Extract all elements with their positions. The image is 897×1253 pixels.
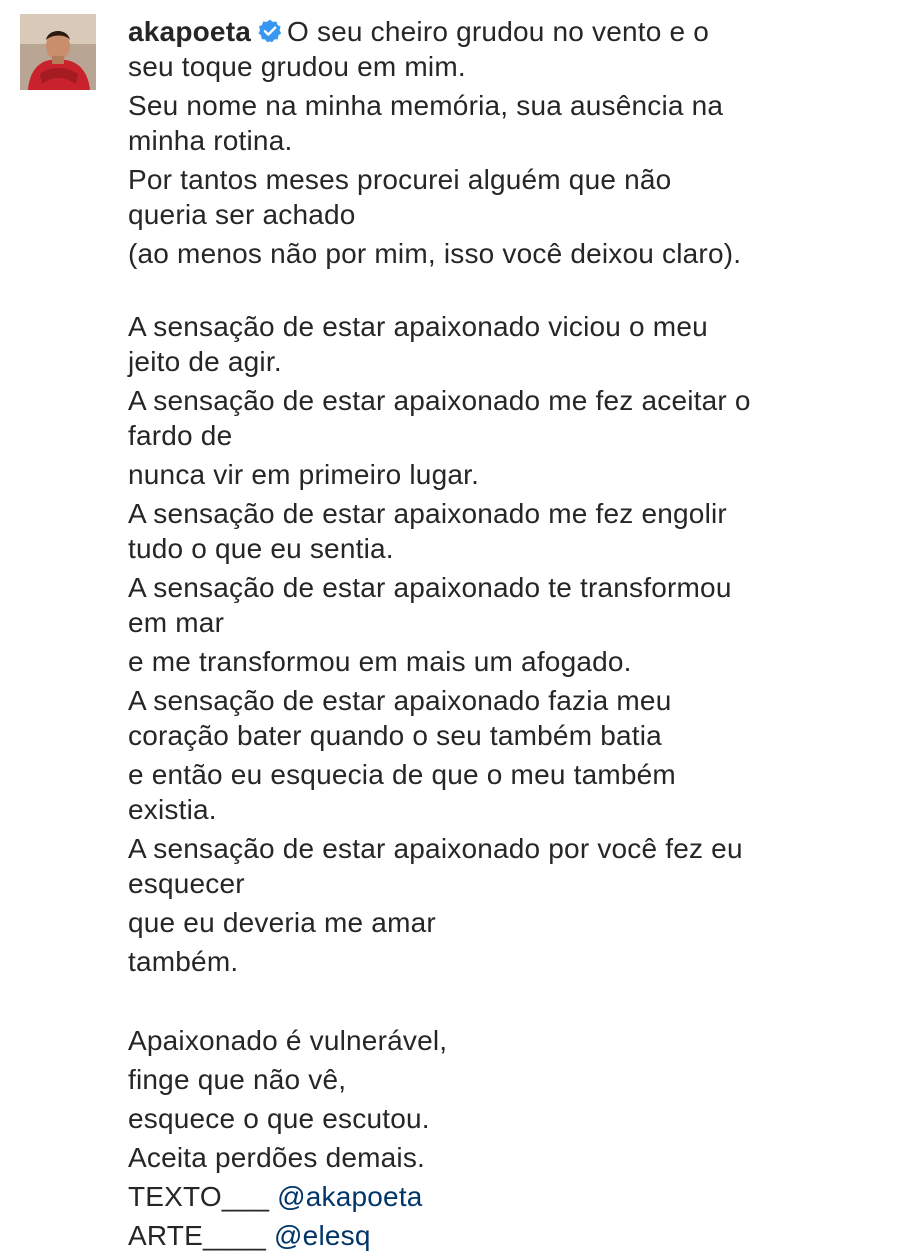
avatar[interactable]: [20, 14, 96, 90]
caption-line: nunca vir em primeiro lugar.: [128, 459, 480, 490]
caption-line: tudo o que eu sentia.: [128, 533, 394, 564]
caption-line: A sensação de estar apaixonado te transformou: [128, 572, 732, 603]
caption-line: Apaixonado é vulnerável,: [128, 1025, 448, 1056]
caption-line: fardo de: [128, 420, 233, 451]
caption-line: O seu cheiro grudou no vento e o: [287, 16, 710, 47]
mention-link-akapoeta[interactable]: @akapoeta: [277, 1181, 423, 1212]
credit-line-art: [128, 1218, 788, 1253]
avatar-photo: [20, 14, 96, 90]
caption-line: queria ser achado: [128, 199, 356, 230]
caption-line: finge que não vê,: [128, 1064, 347, 1095]
caption-line: esquecer: [128, 868, 245, 899]
caption-line: Por tantos meses procurei alguém que não: [128, 164, 672, 195]
caption-line: A sensação de estar apaixonado por você fez eu: [128, 833, 743, 864]
caption-line: A sensação de estar apaixonado viciou o meu: [128, 311, 708, 342]
caption-line: A sensação de estar apaixonado me fez aceitar o: [128, 385, 751, 416]
caption-line: seu toque grudou em mim.: [128, 51, 466, 82]
caption-line: A sensação de estar apaixonado me fez engolir: [128, 498, 727, 529]
post-caption: [128, 14, 788, 1253]
caption-first-line: [128, 14, 788, 49]
caption-line: minha rotina.: [128, 125, 293, 156]
caption-line: e me transformou em mais um afogado.: [128, 646, 632, 677]
caption-line: Aceita perdões demais.: [128, 1142, 426, 1173]
caption-line: (ao menos não por mim, isso você deixou claro).: [128, 238, 742, 269]
credit-line-text: [128, 1179, 788, 1214]
caption-line: também.: [128, 946, 239, 977]
verified-badge-icon: [257, 18, 283, 44]
caption-line: existia.: [128, 794, 217, 825]
caption-line: coração bater quando o seu também batia: [128, 720, 662, 751]
caption-line: em mar: [128, 607, 225, 638]
credit-label: TEXTO___: [128, 1181, 270, 1212]
caption-line: e então eu esquecia de que o meu também: [128, 759, 676, 790]
caption-line: Seu nome na minha memória, sua ausência na: [128, 90, 724, 121]
username-link[interactable]: akapoeta: [128, 16, 251, 47]
caption-line: esquece o que escutou.: [128, 1103, 430, 1134]
credit-label: ARTE____: [128, 1220, 267, 1251]
mention-link-elesq[interactable]: @elesq: [274, 1220, 371, 1251]
caption-line: jeito de agir.: [128, 346, 282, 377]
caption-line: que eu deveria me amar: [128, 907, 436, 938]
caption-line: A sensação de estar apaixonado fazia meu: [128, 685, 672, 716]
